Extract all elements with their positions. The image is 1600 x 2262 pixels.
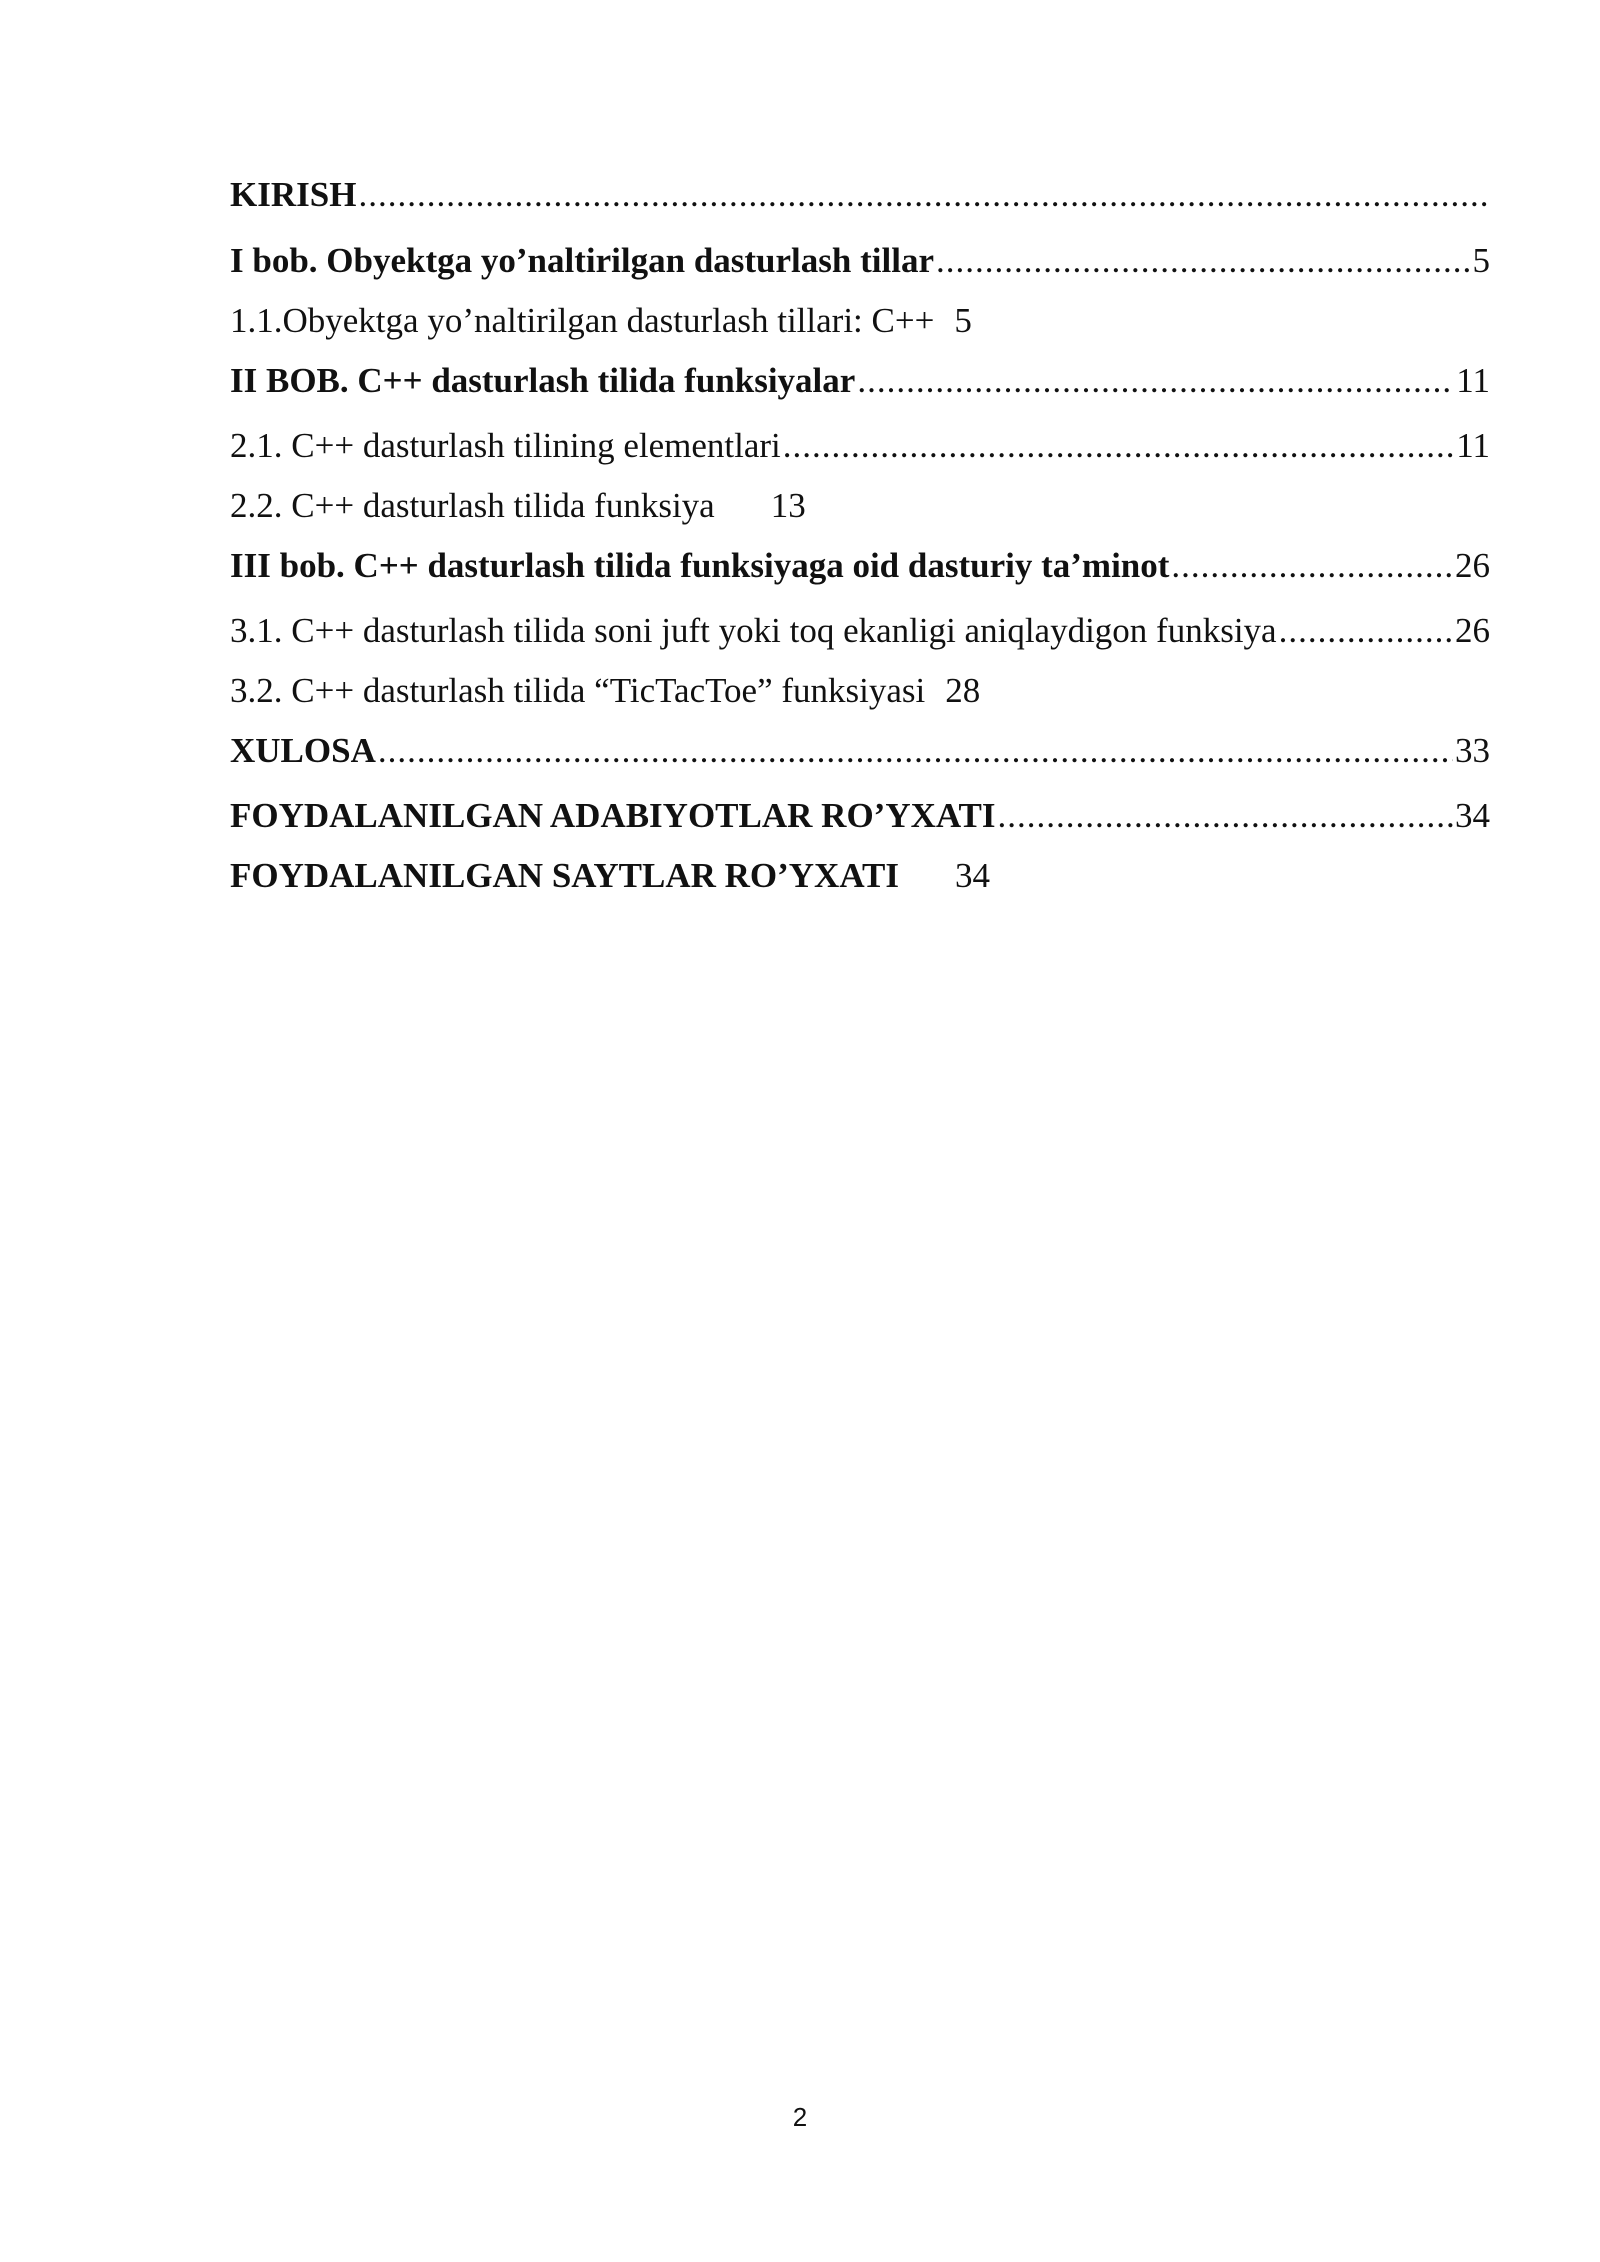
toc-entry-page: 11 [1456, 426, 1490, 465]
toc-entry-references[interactable] [230, 796, 1490, 836]
toc-entry-websites[interactable] [230, 856, 1490, 896]
toc-entry-page: 34 [954, 856, 990, 895]
dot-leader [857, 361, 1454, 401]
toc-entry-section-2-1[interactable] [230, 426, 1490, 466]
toc-entry-title: KIRISH [230, 175, 357, 214]
dot-leader [783, 426, 1455, 466]
toc-entry-page: 34 [1455, 796, 1490, 835]
toc-entry-section-2-2[interactable] [230, 486, 1490, 526]
dot-leader [1171, 546, 1453, 586]
toc-entry-title: FOYDALANILGAN ADABIYOTLAR RO’YXATI [230, 796, 996, 835]
toc-entry-title: III bob. C++ dasturlash tilida funksiyaga oid dasturiy ta’minot [230, 546, 1170, 585]
toc-entry-title: 3.2. C++ dasturlash tilida “TicTacToe” funksiyasi [230, 671, 926, 710]
toc-entry-title: I bob. Obyektga yo’naltirilgan dasturlash tillar [230, 241, 934, 280]
toc-entry-title: 3.1. C++ dasturlash tilida soni juft yoki toq ekanligi aniqlaydigon funksiya [230, 611, 1277, 650]
toc-entry-page: 13 [770, 486, 806, 525]
toc-entry-page: 11 [1456, 361, 1490, 400]
toc-entry-title: 2.2. C++ dasturlash tilida funksiya [230, 486, 715, 525]
toc-entry-page: 26 [1455, 546, 1490, 585]
toc-entry-xulosa[interactable] [230, 731, 1490, 771]
toc-entry-kirish[interactable] [230, 175, 1490, 215]
toc-entry-title: XULOSA [230, 731, 376, 770]
toc-entry-section-3-2[interactable] [230, 671, 1490, 711]
toc-entry-page: 5 [1472, 241, 1490, 280]
page-number: 2 [792, 2102, 808, 2132]
toc-entry-title: FOYDALANILGAN SAYTLAR RO’YXATI [230, 856, 899, 895]
dot-leader [378, 731, 1453, 771]
toc-entry-page: 5 [954, 301, 972, 340]
table-of-contents [230, 175, 1490, 896]
toc-entry-title: II BOB. C++ dasturlash tilida funksiyalar [230, 361, 856, 400]
dot-leader [936, 241, 1471, 281]
toc-entry-page: 28 [945, 671, 981, 710]
toc-entry-title: 2.1. C++ dasturlash tilining elementlari [230, 426, 781, 465]
toc-entry-title: 1.1.Obyektga yo’naltirilgan dasturlash tillari: C++ [230, 301, 935, 340]
dot-leader [358, 175, 1488, 215]
toc-entry-section-3-1[interactable] [230, 611, 1490, 651]
toc-entry-chapter-3[interactable] [230, 546, 1490, 586]
toc-entry-section-1-1[interactable] [230, 301, 1490, 341]
toc-entry-page: 26 [1455, 611, 1490, 650]
dot-leader [1279, 611, 1453, 651]
dot-leader [998, 796, 1453, 836]
toc-entry-chapter-1[interactable] [230, 241, 1490, 281]
toc-entry-chapter-2[interactable] [230, 361, 1490, 401]
toc-entry-page: 33 [1455, 731, 1490, 770]
